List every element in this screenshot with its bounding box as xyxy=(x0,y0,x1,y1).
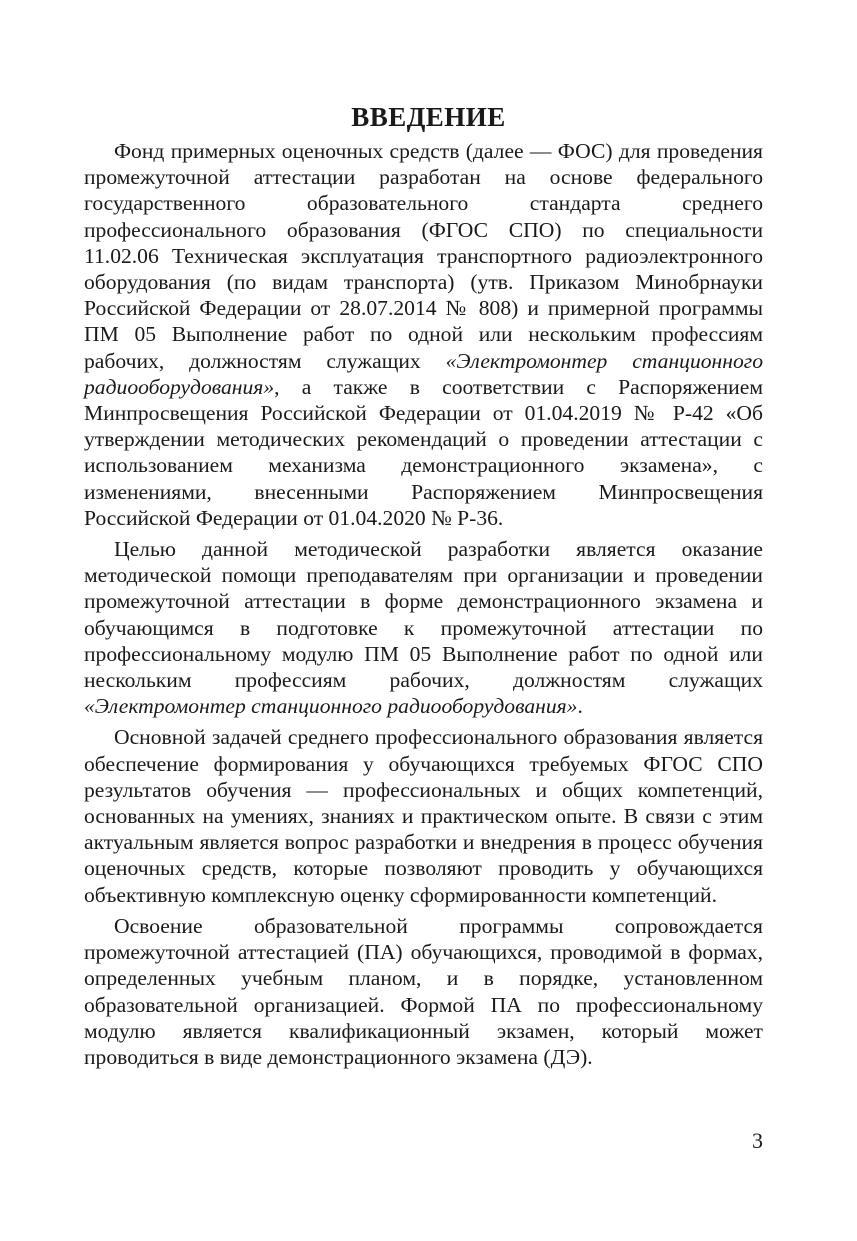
paragraph-1 xyxy=(84,138,763,531)
paragraph-2-text-1: Целью данной методической разработки является оказание методической помощи преподавателям при организации и проведении промежуточной аттестации в форме демонстрационного экзамена и обучающимся в подготовке к промежуточной аттестации по профессиональному модулю ПМ 05 Выполнение работ по одной или нескольким профессиям рабочих, должностям служащих xyxy=(84,537,763,693)
paragraph-3-text: Основной задачей среднего профессионального образования является обеспечение формирования у обучающихся требуемых ФГОС СПО результатов обучения — профессиональных и общих компетенций, основанных на умениях, знаниях и практическом опыте. В связи с этим актуальным является вопрос разработки и внедрения в процесс обучения оценочных средств, которые позволяют проводить у обучающихся объективную комплексную оценку сформированности компетенций. xyxy=(84,725,763,907)
paragraph-2 xyxy=(84,536,763,719)
paragraph-4 xyxy=(84,913,763,1070)
paragraph-1-italic-title: «Электромонтер станционного радиооборудования» xyxy=(84,348,763,399)
paragraph-1-text-2: , а также в соответствии с Распоряжением Минпросвещения Российской Федерации от 01.04.2019 № Р-42 «Об утверждении методических рекомендаций о проведении аттестации с использованием механизма демонстрационного экзамена», с изменениями, внесенными Распоряжением Минпросвещения Российской Федерации от 01.04.2020 № Р-36. xyxy=(84,374,763,530)
paragraph-2-italic-title: «Электромонтер станционного радиооборудования» xyxy=(84,694,578,719)
page-title: ВВЕДЕНИЕ xyxy=(351,102,506,132)
paragraph-4-text: Освоение образовательной программы сопровождается промежуточной аттестацией (ПА) обучающихся, проводимой в формах, определенных учебным планом, и в порядке, установленном образовательной организацией. Формой ПА по профессиональному модулю является квалификационный экзамен, который может проводиться в виде демонстрационного экзамена (ДЭ). xyxy=(84,913,763,1069)
paragraph-2-text-2: . xyxy=(577,694,583,719)
paragraph-1-text-1: Фонд примерных оценочных средств (далее — ФОС) для проведения промежуточной аттестации разработан на основе федерального государственного образовательного стандарта среднего профессионального образования (ФГОС СПО) по специальности 11.02.06 Техническая эксплуатация транспортного радиоэлектронного оборудования (по видам транспорта) (утв. Приказом Минобрнауки Российской Федерации от 28.07.2014 № 808) и примерной программы ПМ 05 Выполнение работ по одной или нескольким профессиям рабочих, должностям служащих xyxy=(84,139,763,373)
document-body xyxy=(84,138,763,1075)
page-number: 3 xyxy=(752,1128,763,1153)
paragraph-3 xyxy=(84,724,763,907)
